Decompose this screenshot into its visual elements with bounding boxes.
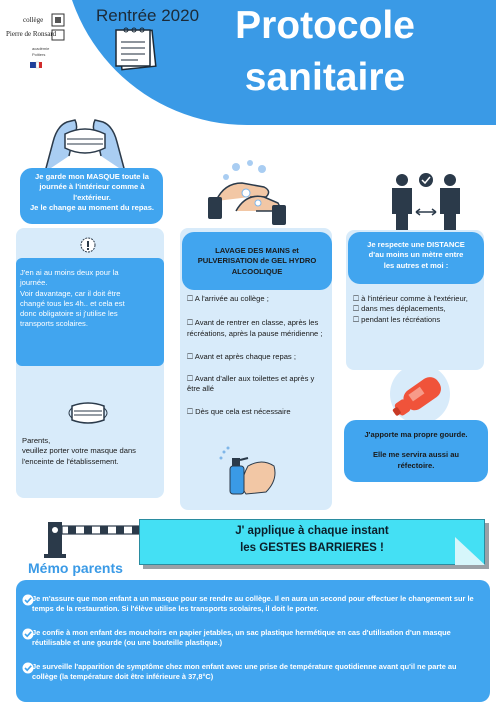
page-title-line1: Protocole xyxy=(235,4,415,47)
mask-hands-icon xyxy=(35,112,135,174)
banner-text xyxy=(139,523,485,558)
rentree-label: Rentrée 2020 xyxy=(96,6,200,25)
masque-line3: l'extérieur. xyxy=(73,192,111,202)
distance-item-1: 🞎 à l'intérieur comme à l'extérieur, xyxy=(353,294,468,303)
masque-line4: Je le change au moment du repas. xyxy=(29,202,155,212)
masque-text xyxy=(22,172,162,213)
logo-college-label: collège xyxy=(23,16,44,24)
lavage-item-1: 🞎 A l'arrivée au collège ; xyxy=(187,294,269,303)
info-text xyxy=(20,268,160,330)
lavage-title-line2: PULVERISATION de GEL HYDRO xyxy=(197,256,317,266)
parents-line1: Parents, xyxy=(22,436,51,445)
masque-line1: Je garde mon MASQUE toute la xyxy=(35,172,149,181)
banner-line2: les GESTES BARRIERES ! xyxy=(240,542,384,555)
info-line4: changé tous les 4h.. et cela est xyxy=(20,298,125,308)
logo-academie: académie xyxy=(32,46,50,51)
parents-text xyxy=(22,436,162,467)
info-icon xyxy=(80,236,96,254)
gourde-line1: J'apporte ma propre gourde. xyxy=(364,430,468,439)
distance-title-line2: d'au moins un mètre entre xyxy=(368,250,464,260)
memo-title: Mémo parents xyxy=(28,560,123,576)
gourde-line3: réfectoire. xyxy=(397,460,435,470)
lavage-item-4: 🞎 Avant d'aller aux toilettes et après y être allé xyxy=(187,374,315,394)
banner-line1: J' applique à chaque instant xyxy=(235,525,389,537)
lavage-title xyxy=(184,246,330,277)
gourde-line2: Elle me servira aussi au xyxy=(372,450,460,460)
info-line6: transports scolaires. xyxy=(20,319,88,329)
distance-list xyxy=(353,294,479,325)
info-line1: J'en ai au moins deux pour la xyxy=(20,268,119,277)
distance-item-2: 🞎 dans mes déplacements, xyxy=(353,304,446,314)
parents-line3: l'enceinte de l'établissement. xyxy=(22,456,119,466)
gourde-text xyxy=(346,430,486,471)
gel-spray-icon xyxy=(218,444,278,496)
memo-item-1: Je m'assure que mon enfant a un masque pour se rendre au collège. Il en aura un second pour effectuer le changement sur le temps de la restauration. Si l'élève utilise les transports scolaires, il doit le porter. xyxy=(32,594,474,614)
lavage-title-line1: LAVAGE DES MAINS et xyxy=(215,246,299,255)
parents-line2: veuillez porter votre masque dans xyxy=(22,446,136,456)
info-line2: journée. xyxy=(20,278,48,288)
lavage-title-line3: ALCOOLIQUE xyxy=(231,266,283,276)
barrier-icon xyxy=(44,514,146,558)
info-line5: donc obligatoire si j'utilise les xyxy=(20,309,118,318)
memo-item-3: Je surveille l'apparition de symptôme chez mon enfant avec une prise de température quotidienne avant qu'il ne parte au collège (la température doit être inférieure à 37,8°C) xyxy=(32,662,457,682)
lavage-item-5: 🞎 Dès que cela est nécessaire xyxy=(187,406,291,416)
info-line3: Voir davantage, car il doit être xyxy=(20,288,121,298)
distance-title xyxy=(350,240,482,271)
notepad-icon xyxy=(112,26,162,72)
lavage-item-2: 🞎 Avant de rentrer en classe, après les récréations, après la pause méridienne ; xyxy=(187,318,323,338)
water-bottle-icon xyxy=(380,358,460,428)
masque-line2: journée à l'intérieur comme à xyxy=(39,182,145,192)
lavage-item-3: 🞎 Avant et après chaque repas ; xyxy=(187,351,296,361)
hand-washing-icon xyxy=(206,157,288,227)
distance-title-line3: les autres et moi : xyxy=(383,260,449,270)
page-title-line2: sanitaire xyxy=(244,56,406,99)
lavage-list xyxy=(187,294,325,417)
mask-icon xyxy=(66,400,110,426)
memo-item-2: Je confie à mon enfant des mouchoirs en papier jetables, un sac plastique hermétique en cas d'utilisation d'un masque réutilisable et une gourde (ou une bouteille plastique.) xyxy=(32,628,451,648)
distance-title-line1: Je respecte une DISTANCE xyxy=(367,240,465,249)
logo-college-name: Pierre de Ronsard xyxy=(6,30,57,38)
logo-poitiers: Poitiers xyxy=(32,52,46,57)
distance-item-3: 🞎 pendant les récréations xyxy=(353,314,441,324)
